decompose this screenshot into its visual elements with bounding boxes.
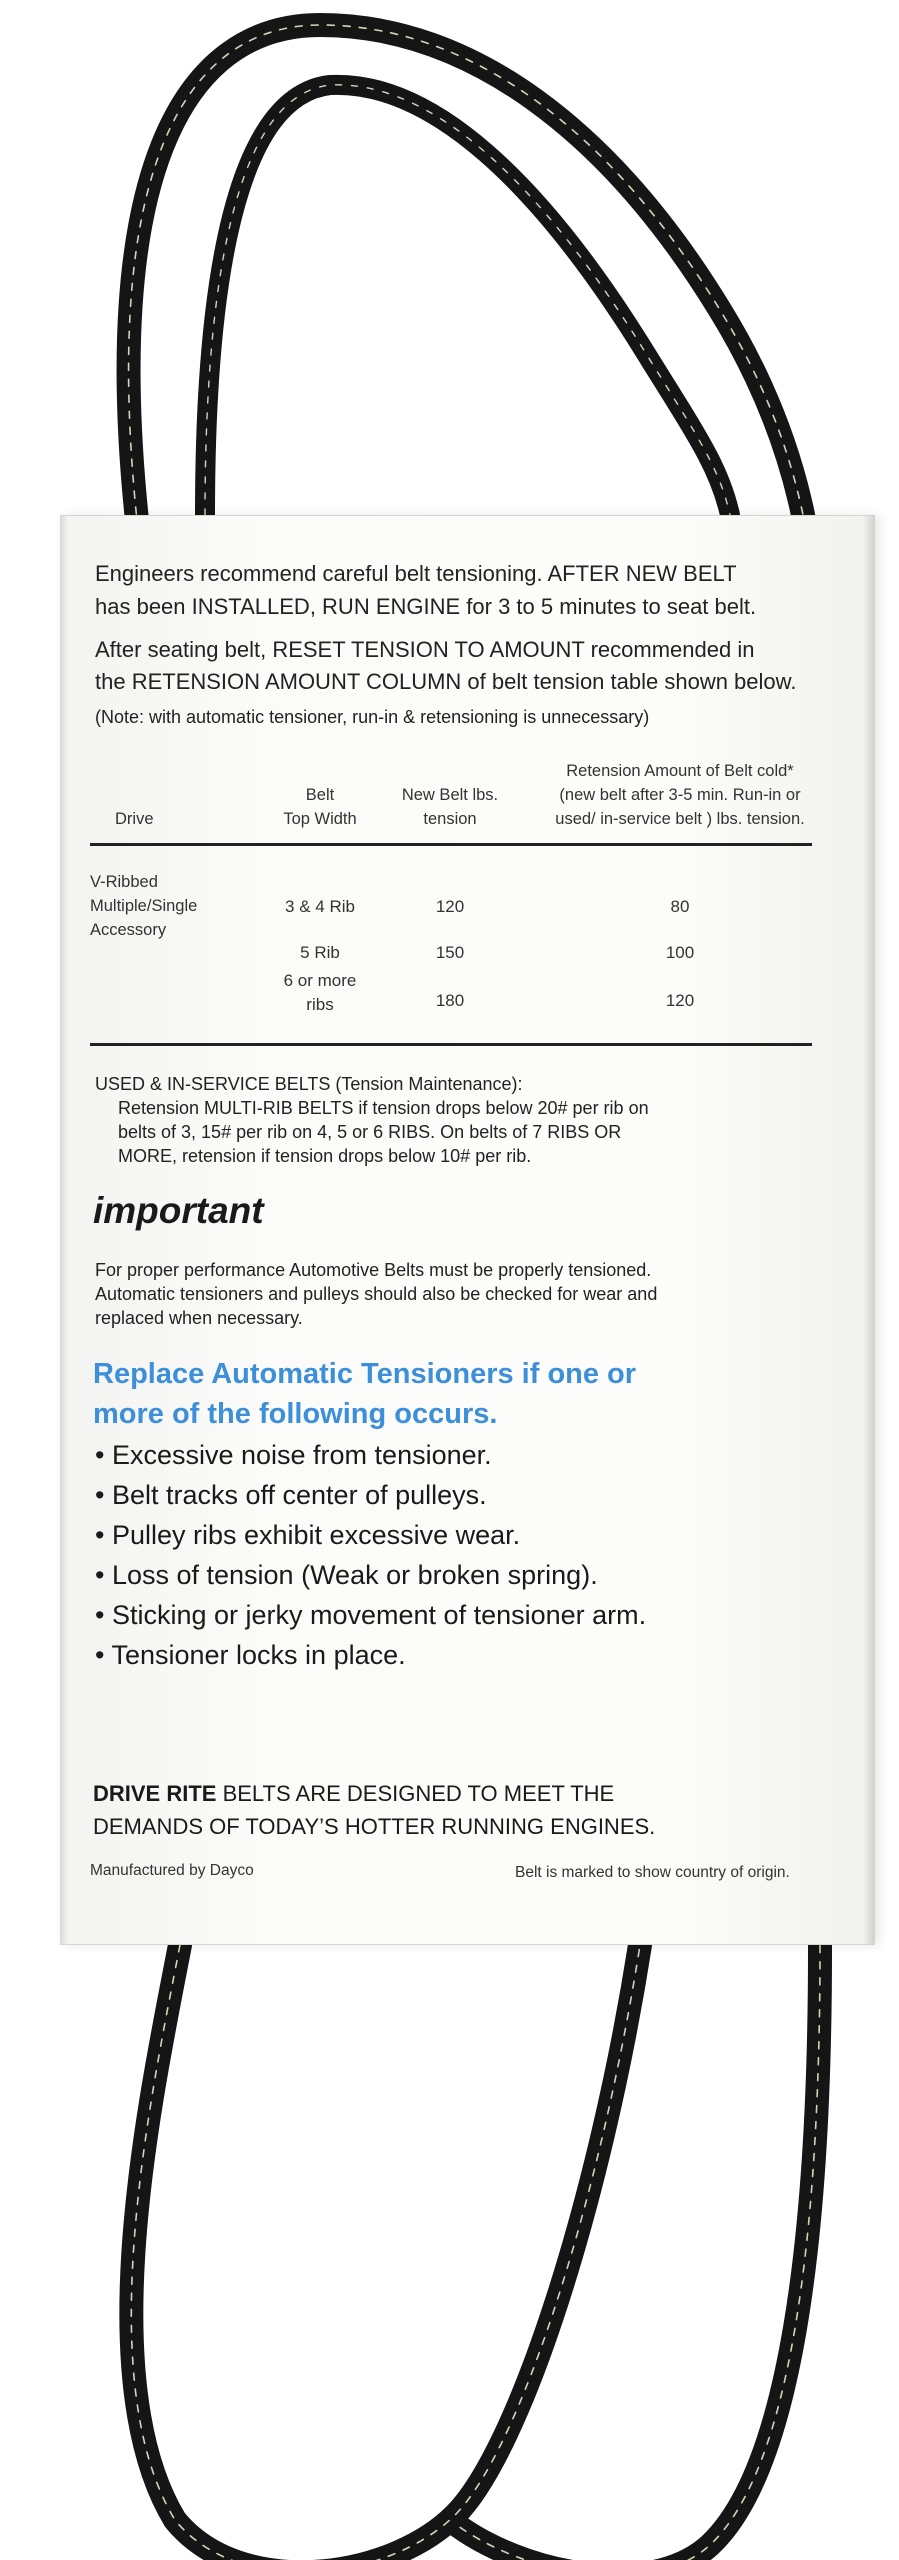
intro-line-3: After seating belt, RESET TENSION TO AMOUNT recommended in	[95, 637, 755, 662]
footer-line-1-text: BELTS ARE DESIGNED TO MEET THE	[216, 1781, 615, 1806]
row-2-retension: 100	[665, 943, 695, 962]
row-3-new-tension: 180	[435, 991, 465, 1010]
table-top-rule	[90, 843, 812, 846]
bullet-item: • Tensioner locks in place.	[95, 1640, 406, 1670]
bullet-item: • Belt tracks off center of pulleys.	[95, 1480, 487, 1510]
bullet-item: • Loss of tension (Weak or broken spring).	[95, 1560, 598, 1590]
drive-label: V-Ribbed Multiple/Single Accessory	[90, 873, 198, 939]
important-line-3: replaced when necessary.	[95, 1308, 303, 1328]
row-1-new-tension: 120	[435, 897, 465, 916]
header-new-belt-tension: New Belt lbs. tension	[401, 786, 499, 828]
header-belt-width: Belt Top Width	[283, 786, 357, 828]
replace-heading-line-1: Replace Automatic Tensioners if one or	[93, 1358, 637, 1390]
important-line-2: Automatic tensioners and pulleys should also be checked for wear and	[95, 1284, 658, 1304]
bullet-item: • Excessive noise from tensioner.	[95, 1440, 492, 1470]
row-3-retension: 120	[665, 991, 695, 1010]
footer-line-2: DEMANDS OF TODAY’S HOTTER RUNNING ENGINES.	[93, 1814, 656, 1839]
row-3-width: 6 or more ribs	[283, 971, 357, 1014]
instruction-card	[60, 515, 875, 1945]
used-belts-line-2: belts of 3, 15# per rib on 4, 5 or 6 RIBS. On belts of 7 RIBS OR	[118, 1122, 622, 1142]
used-belts-line-1: Retension MULTI-RIB BELTS if tension drops below 20# per rib on	[118, 1098, 649, 1118]
intro-note: (Note: with automatic tensioner, run-in & retensioning is unnecessary)	[95, 707, 650, 727]
replace-heading-line-2: more of the following occurs.	[93, 1398, 498, 1430]
header-retension-amount: Retension Amount of Belt cold* (new belt after 3-5 min. Run-in or used/ in-service belt ) lbs. tension.	[555, 762, 805, 828]
important-line-1: For proper performance Automotive Belts must be properly tensioned.	[95, 1260, 652, 1280]
intro-line-1: Engineers recommend careful belt tensioning. AFTER NEW BELT	[95, 561, 737, 586]
footer-line-1	[93, 1780, 614, 1807]
table-bottom-rule	[90, 1043, 812, 1046]
intro-line-2: has been INSTALLED, RUN ENGINE for 3 to 5 minutes to seat belt.	[95, 594, 757, 619]
used-belts-line-3: MORE, retension if tension drops below 10# per rib.	[118, 1146, 532, 1166]
intro-line-4: the RETENSION AMOUNT COLUMN of belt tension table shown below.	[95, 669, 797, 694]
bullet-item: • Pulley ribs exhibit excessive wear.	[95, 1520, 521, 1550]
manufacturer-note: Manufactured by Dayco	[90, 1862, 254, 1879]
brand-name: DRIVE RITE	[93, 1781, 217, 1806]
row-1-retension: 80	[670, 897, 690, 916]
important-heading: important	[93, 1190, 264, 1231]
bullet-item: • Sticking or jerky movement of tensioner arm.	[95, 1600, 647, 1630]
country-of-origin-note: Belt is marked to show country of origin.	[515, 1864, 790, 1881]
row-2-width: 5 Rib	[300, 943, 340, 962]
row-2-new-tension: 150	[435, 943, 465, 962]
row-1-width: 3 & 4 Rib	[285, 897, 355, 916]
used-belts-title: USED & IN-SERVICE BELTS (Tension Maintenance):	[95, 1074, 523, 1094]
header-drive: Drive	[115, 810, 154, 828]
